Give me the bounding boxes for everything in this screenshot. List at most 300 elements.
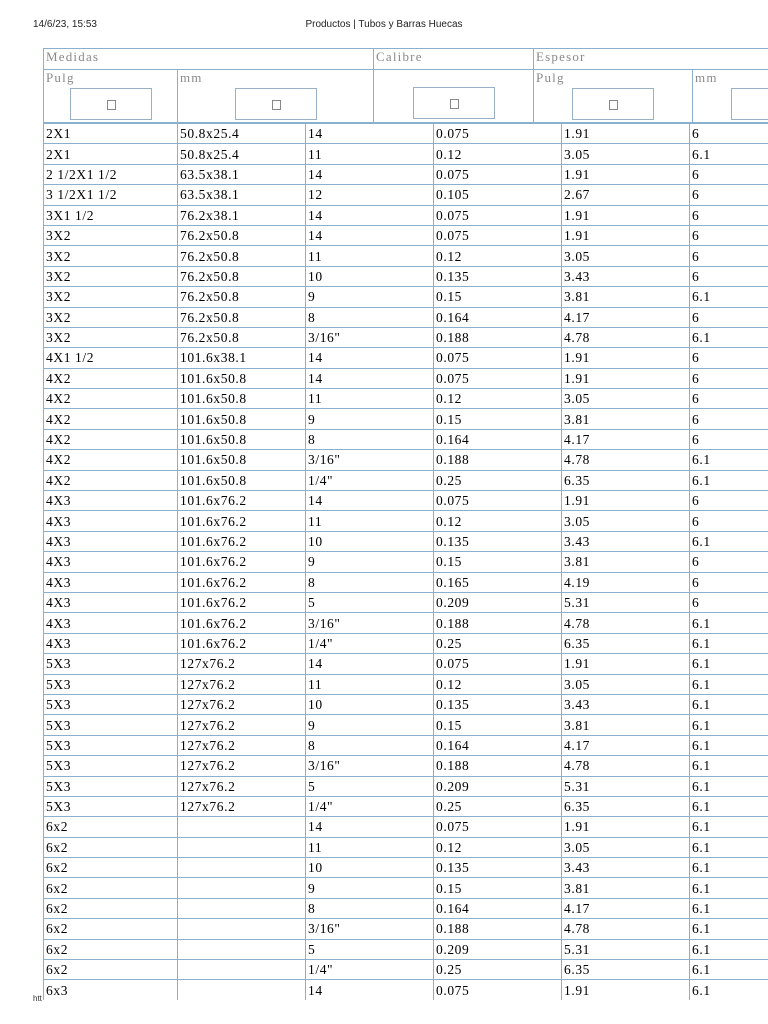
- table-cell: 6.1: [690, 715, 768, 735]
- table-cell: 3.05: [562, 389, 690, 409]
- table-cell: 5X3: [44, 654, 178, 674]
- table-cell: 3.81: [562, 409, 690, 429]
- table-cell: 0.188: [434, 613, 562, 633]
- table-cell: 6: [690, 389, 768, 409]
- table-cell: 0.075: [434, 491, 562, 511]
- table-cell: 6.1: [690, 980, 768, 1000]
- table-cell: 76.2x50.8: [178, 225, 306, 245]
- table-cell: 127x76.2: [178, 735, 306, 755]
- table-cell: 4X3: [44, 511, 178, 531]
- table-row: [44, 164, 768, 184]
- table-cell: 11: [306, 389, 434, 409]
- table-cell: 6x2: [44, 939, 178, 959]
- table-cell: 101.6x76.2: [178, 552, 306, 572]
- table-cell: 6x2: [44, 878, 178, 898]
- table-cell: 3.05: [562, 674, 690, 694]
- table-cell: 6: [690, 368, 768, 388]
- table-cell: 0.135: [434, 858, 562, 878]
- table-cell: 1/4": [306, 633, 434, 653]
- table-cell: 101.6x50.8: [178, 450, 306, 470]
- table-cell: 6.1: [690, 450, 768, 470]
- table-row: [44, 348, 768, 368]
- table-row: [44, 246, 768, 266]
- table-cell: 6.1: [690, 858, 768, 878]
- table-cell: 5.31: [562, 592, 690, 612]
- table-cell: 11: [306, 246, 434, 266]
- table-cell: [178, 878, 306, 898]
- table-cell: 4X2: [44, 389, 178, 409]
- table-cell: 0.209: [434, 939, 562, 959]
- table-cell: 6.1: [690, 654, 768, 674]
- table-cell: 11: [306, 144, 434, 164]
- table-cell: 6: [690, 572, 768, 592]
- table-row: [44, 531, 768, 551]
- table-cell: 6x2: [44, 898, 178, 918]
- table-cell: [178, 939, 306, 959]
- table-cell: 3.81: [562, 878, 690, 898]
- table-cell: 4X3: [44, 572, 178, 592]
- table-cell: 6.35: [562, 633, 690, 653]
- table-cell: 5X3: [44, 715, 178, 735]
- table-cell: 3.05: [562, 511, 690, 531]
- table-cell: 14: [306, 654, 434, 674]
- table-cell: 6.1: [690, 756, 768, 776]
- table-cell: 4X3: [44, 552, 178, 572]
- header-label: mm: [695, 70, 718, 85]
- print-title: Productos | Tubos y Barras Huecas: [305, 19, 463, 30]
- table-cell: 101.6x76.2: [178, 592, 306, 612]
- table-cell: 2.67: [562, 185, 690, 205]
- table-cell: 6: [690, 511, 768, 531]
- table-cell: 0.164: [434, 429, 562, 449]
- table-cell: 6: [690, 552, 768, 572]
- table-cell: 4.17: [562, 429, 690, 449]
- table-cell: 4X2: [44, 409, 178, 429]
- table-cell: 6: [690, 592, 768, 612]
- table-cell: 101.6x76.2: [178, 572, 306, 592]
- table-row: [44, 919, 768, 939]
- table-cell: 127x76.2: [178, 674, 306, 694]
- table-cell: 5.31: [562, 776, 690, 796]
- table-row: [44, 389, 768, 409]
- filter-dropdown-espesor-pulg[interactable]: [572, 88, 654, 120]
- table-cell: 0.12: [434, 674, 562, 694]
- table-cell: 0.075: [434, 654, 562, 674]
- table-cell: 0.075: [434, 225, 562, 245]
- table-cell: 6.1: [690, 837, 768, 857]
- header-calibre-sub: [374, 70, 534, 123]
- table-cell: 2X1: [44, 144, 178, 164]
- table-cell: 3.05: [562, 837, 690, 857]
- products-table-body: [43, 123, 768, 1000]
- table-cell: 6: [690, 409, 768, 429]
- table-cell: 3/16": [306, 756, 434, 776]
- table-cell: 3X2: [44, 287, 178, 307]
- table-cell: 6: [690, 491, 768, 511]
- table-cell: 76.2x38.1: [178, 205, 306, 225]
- table-cell: 14: [306, 368, 434, 388]
- table-row: [44, 837, 768, 857]
- table-cell: 0.075: [434, 980, 562, 1000]
- table-cell: 6x2: [44, 858, 178, 878]
- table-cell: 0.209: [434, 592, 562, 612]
- table-cell: 6.1: [690, 287, 768, 307]
- table-cell: 4.78: [562, 450, 690, 470]
- table-cell: 101.6x50.8: [178, 368, 306, 388]
- filter-dropdown-espesor-mm[interactable]: [731, 88, 768, 120]
- table-cell: 4X2: [44, 470, 178, 490]
- table-cell: 6x2: [44, 960, 178, 980]
- table-cell: 8: [306, 429, 434, 449]
- table-row: [44, 898, 768, 918]
- table-cell: 127x76.2: [178, 654, 306, 674]
- table-cell: 3.81: [562, 552, 690, 572]
- table-cell: 0.12: [434, 246, 562, 266]
- print-footer-url: htt: [33, 994, 42, 1003]
- table-cell: 1/4": [306, 470, 434, 490]
- table-cell: 6x3: [44, 980, 178, 1000]
- table-cell: 1.91: [562, 225, 690, 245]
- table-cell: 0.075: [434, 348, 562, 368]
- table-row: [44, 205, 768, 225]
- table-row: [44, 409, 768, 429]
- table-cell: 3.43: [562, 531, 690, 551]
- table-cell: 4.78: [562, 756, 690, 776]
- table-cell: 6.1: [690, 327, 768, 347]
- table-cell: 101.6x38.1: [178, 348, 306, 368]
- table-cell: 3.43: [562, 694, 690, 714]
- table-cell: 4X2: [44, 368, 178, 388]
- table-cell: 76.2x50.8: [178, 287, 306, 307]
- table-cell: 10: [306, 694, 434, 714]
- table-cell: 4.78: [562, 919, 690, 939]
- print-date: 14/6/23, 15:53: [33, 19, 97, 30]
- products-table-header: [43, 48, 768, 123]
- table-cell: 6: [690, 205, 768, 225]
- header-espesor-mm: [693, 70, 768, 123]
- table-cell: 14: [306, 124, 434, 144]
- table-cell: 1.91: [562, 491, 690, 511]
- table-cell: 101.6x76.2: [178, 491, 306, 511]
- table-cell: 4X3: [44, 531, 178, 551]
- table-cell: 4.17: [562, 307, 690, 327]
- table-cell: 6.1: [690, 694, 768, 714]
- table-cell: 3X2: [44, 225, 178, 245]
- table-cell: 8: [306, 735, 434, 755]
- table-cell: 5: [306, 592, 434, 612]
- table-cell: 3.43: [562, 266, 690, 286]
- table-cell: 9: [306, 552, 434, 572]
- table-row: [44, 613, 768, 633]
- table-row: [44, 429, 768, 449]
- table-cell: 4X1 1/2: [44, 348, 178, 368]
- table-row: [44, 939, 768, 959]
- table-cell: 3/16": [306, 919, 434, 939]
- table-row: [44, 266, 768, 286]
- table-cell: 6x2: [44, 817, 178, 837]
- table-cell: 0.075: [434, 164, 562, 184]
- table-cell: 4X2: [44, 450, 178, 470]
- table-cell: 6.1: [690, 878, 768, 898]
- table-row: [44, 674, 768, 694]
- table-cell: 0.164: [434, 898, 562, 918]
- table-cell: 6.35: [562, 796, 690, 816]
- table-cell: 6.1: [690, 470, 768, 490]
- table-cell: 3X2: [44, 266, 178, 286]
- table-cell: 0.075: [434, 817, 562, 837]
- table-row: [44, 694, 768, 714]
- table-cell: 6: [690, 124, 768, 144]
- filter-dropdown-medidas-mm[interactable]: [235, 88, 317, 120]
- header-label: Pulg: [46, 70, 75, 85]
- table-cell: [178, 898, 306, 918]
- table-cell: 0.12: [434, 511, 562, 531]
- table-cell: 3X2: [44, 327, 178, 347]
- table-cell: 50.8x25.4: [178, 124, 306, 144]
- table-cell: 0.209: [434, 776, 562, 796]
- table-cell: 1.91: [562, 124, 690, 144]
- table-cell: 1.91: [562, 368, 690, 388]
- table-cell: 76.2x50.8: [178, 307, 306, 327]
- table-cell: 9: [306, 878, 434, 898]
- table-row: [44, 225, 768, 245]
- table-cell: 101.6x76.2: [178, 531, 306, 551]
- table-cell: 4X3: [44, 633, 178, 653]
- table-cell: 0.15: [434, 287, 562, 307]
- table-cell: 0.25: [434, 960, 562, 980]
- table-cell: 11: [306, 837, 434, 857]
- table-row: [44, 796, 768, 816]
- table-cell: 0.075: [434, 205, 562, 225]
- table-cell: 0.25: [434, 796, 562, 816]
- table-row: [44, 185, 768, 205]
- table-cell: 5X3: [44, 756, 178, 776]
- table-cell: 3X2: [44, 246, 178, 266]
- table-cell: 6x2: [44, 837, 178, 857]
- table-cell: 3/16": [306, 327, 434, 347]
- table-cell: 6: [690, 164, 768, 184]
- table-cell: 6.1: [690, 531, 768, 551]
- table-cell: 76.2x50.8: [178, 266, 306, 286]
- table-cell: 3.81: [562, 715, 690, 735]
- table-cell: 14: [306, 164, 434, 184]
- table-cell: 0.164: [434, 307, 562, 327]
- header-espesor: Espesor: [534, 49, 768, 70]
- table-cell: 3X2: [44, 307, 178, 327]
- table-cell: 0.15: [434, 552, 562, 572]
- table-cell: 1.91: [562, 348, 690, 368]
- table-cell: [178, 837, 306, 857]
- table-cell: 11: [306, 511, 434, 531]
- table-cell: 1.91: [562, 654, 690, 674]
- table-cell: 63.5x38.1: [178, 164, 306, 184]
- filter-dropdown-calibre[interactable]: [413, 87, 495, 119]
- table-cell: 1/4": [306, 796, 434, 816]
- table-cell: 5: [306, 939, 434, 959]
- table-cell: 4X2: [44, 429, 178, 449]
- table-cell: 50.8x25.4: [178, 144, 306, 164]
- table-cell: 6: [690, 246, 768, 266]
- table-row: [44, 960, 768, 980]
- checkbox-icon: [450, 99, 459, 109]
- table-cell: 3X1 1/2: [44, 205, 178, 225]
- table-cell: 101.6x50.8: [178, 409, 306, 429]
- table-cell: 0.164: [434, 735, 562, 755]
- table-cell: [178, 858, 306, 878]
- header-medidas-pulg: [44, 70, 178, 123]
- table-row: [44, 980, 768, 1000]
- table-cell: 0.15: [434, 409, 562, 429]
- table-cell: 3.05: [562, 144, 690, 164]
- table-row: [44, 511, 768, 531]
- table-cell: 127x76.2: [178, 776, 306, 796]
- table-cell: 6.1: [690, 796, 768, 816]
- table-cell: 5X3: [44, 776, 178, 796]
- table-cell: 127x76.2: [178, 715, 306, 735]
- table-cell: 6: [690, 348, 768, 368]
- table-cell: [178, 919, 306, 939]
- table-cell: 6.1: [690, 633, 768, 653]
- table-row: [44, 552, 768, 572]
- table-cell: 0.15: [434, 715, 562, 735]
- table-cell: 0.12: [434, 389, 562, 409]
- checkbox-icon: [107, 100, 116, 110]
- table-cell: 1.91: [562, 205, 690, 225]
- table-cell: 0.188: [434, 450, 562, 470]
- table-cell: 127x76.2: [178, 756, 306, 776]
- table-cell: 4.17: [562, 898, 690, 918]
- table-cell: 10: [306, 858, 434, 878]
- table-cell: 6.35: [562, 470, 690, 490]
- table-cell: 127x76.2: [178, 796, 306, 816]
- table-cell: 5X3: [44, 674, 178, 694]
- table-row: [44, 735, 768, 755]
- table-row: [44, 858, 768, 878]
- table-row: [44, 817, 768, 837]
- table-cell: 101.6x76.2: [178, 633, 306, 653]
- table-cell: 12: [306, 185, 434, 205]
- table-cell: 76.2x50.8: [178, 246, 306, 266]
- table-cell: 6.1: [690, 776, 768, 796]
- table-cell: 2 1/2X1 1/2: [44, 164, 178, 184]
- table-cell: 0.188: [434, 756, 562, 776]
- table-cell: 3.43: [562, 858, 690, 878]
- header-medidas-mm: [178, 70, 374, 123]
- table-cell: 101.6x76.2: [178, 613, 306, 633]
- table-cell: 6.1: [690, 817, 768, 837]
- table-cell: 0.135: [434, 531, 562, 551]
- table-row: [44, 654, 768, 674]
- table-cell: 101.6x50.8: [178, 429, 306, 449]
- table-cell: 101.6x76.2: [178, 511, 306, 531]
- table-cell: 127x76.2: [178, 694, 306, 714]
- table-cell: 5.31: [562, 939, 690, 959]
- table-cell: 4X3: [44, 592, 178, 612]
- table-cell: 3 1/2X1 1/2: [44, 185, 178, 205]
- table-cell: 1.91: [562, 980, 690, 1000]
- table-cell: 4X3: [44, 491, 178, 511]
- table-cell: 1.91: [562, 164, 690, 184]
- table-cell: 9: [306, 409, 434, 429]
- table-cell: 9: [306, 287, 434, 307]
- table-cell: 14: [306, 205, 434, 225]
- table-cell: 10: [306, 266, 434, 286]
- table-cell: 10: [306, 531, 434, 551]
- table-row: [44, 592, 768, 612]
- table-row: [44, 572, 768, 592]
- table-cell: 14: [306, 348, 434, 368]
- table-cell: 0.188: [434, 327, 562, 347]
- table-cell: 4.78: [562, 613, 690, 633]
- table-cell: 14: [306, 225, 434, 245]
- table-cell: 8: [306, 307, 434, 327]
- table-cell: [178, 980, 306, 1000]
- table-row: [44, 287, 768, 307]
- table-cell: 6x2: [44, 919, 178, 939]
- table-rows: [44, 124, 768, 1001]
- header-label: Pulg: [536, 70, 565, 85]
- table-row: [44, 327, 768, 347]
- table-cell: 4X3: [44, 613, 178, 633]
- table-cell: 5X3: [44, 694, 178, 714]
- table-row: [44, 491, 768, 511]
- checkbox-icon: [272, 100, 281, 110]
- print-header: [0, 0, 768, 32]
- table-row: [44, 307, 768, 327]
- table-cell: 8: [306, 898, 434, 918]
- header-espesor-pulg: [534, 70, 693, 123]
- table-cell: 3.81: [562, 287, 690, 307]
- table-cell: 0.135: [434, 266, 562, 286]
- table-row: [44, 776, 768, 796]
- table-row: [44, 633, 768, 653]
- table-cell: 6.1: [690, 960, 768, 980]
- table-cell: 101.6x50.8: [178, 389, 306, 409]
- table-row: [44, 124, 768, 144]
- table-cell: 0.105: [434, 185, 562, 205]
- table-cell: 6.1: [690, 939, 768, 959]
- filter-dropdown-medidas-pulg[interactable]: [70, 88, 152, 120]
- table-row: [44, 756, 768, 776]
- table-cell: 6.35: [562, 960, 690, 980]
- table-cell: 2X1: [44, 124, 178, 144]
- products-table-container: [43, 48, 768, 1000]
- checkbox-icon: [609, 100, 618, 110]
- table-cell: 9: [306, 715, 434, 735]
- table-cell: 1/4": [306, 960, 434, 980]
- header-calibre: Calibre: [374, 49, 534, 70]
- table-cell: 0.135: [434, 694, 562, 714]
- table-cell: 0.12: [434, 144, 562, 164]
- header-label: mm: [180, 70, 203, 85]
- table-cell: 14: [306, 817, 434, 837]
- table-cell: 6: [690, 266, 768, 286]
- table-cell: 6: [690, 429, 768, 449]
- table-row: [44, 368, 768, 388]
- table-cell: 5: [306, 776, 434, 796]
- table-cell: 63.5x38.1: [178, 185, 306, 205]
- table-cell: 6.1: [690, 674, 768, 694]
- table-row: [44, 715, 768, 735]
- table-cell: 14: [306, 491, 434, 511]
- table-cell: 3/16": [306, 450, 434, 470]
- table-row: [44, 144, 768, 164]
- table-cell: 6: [690, 225, 768, 245]
- table-cell: 0.25: [434, 633, 562, 653]
- table-cell: 6.1: [690, 898, 768, 918]
- table-cell: 6: [690, 185, 768, 205]
- table-cell: 6.1: [690, 613, 768, 633]
